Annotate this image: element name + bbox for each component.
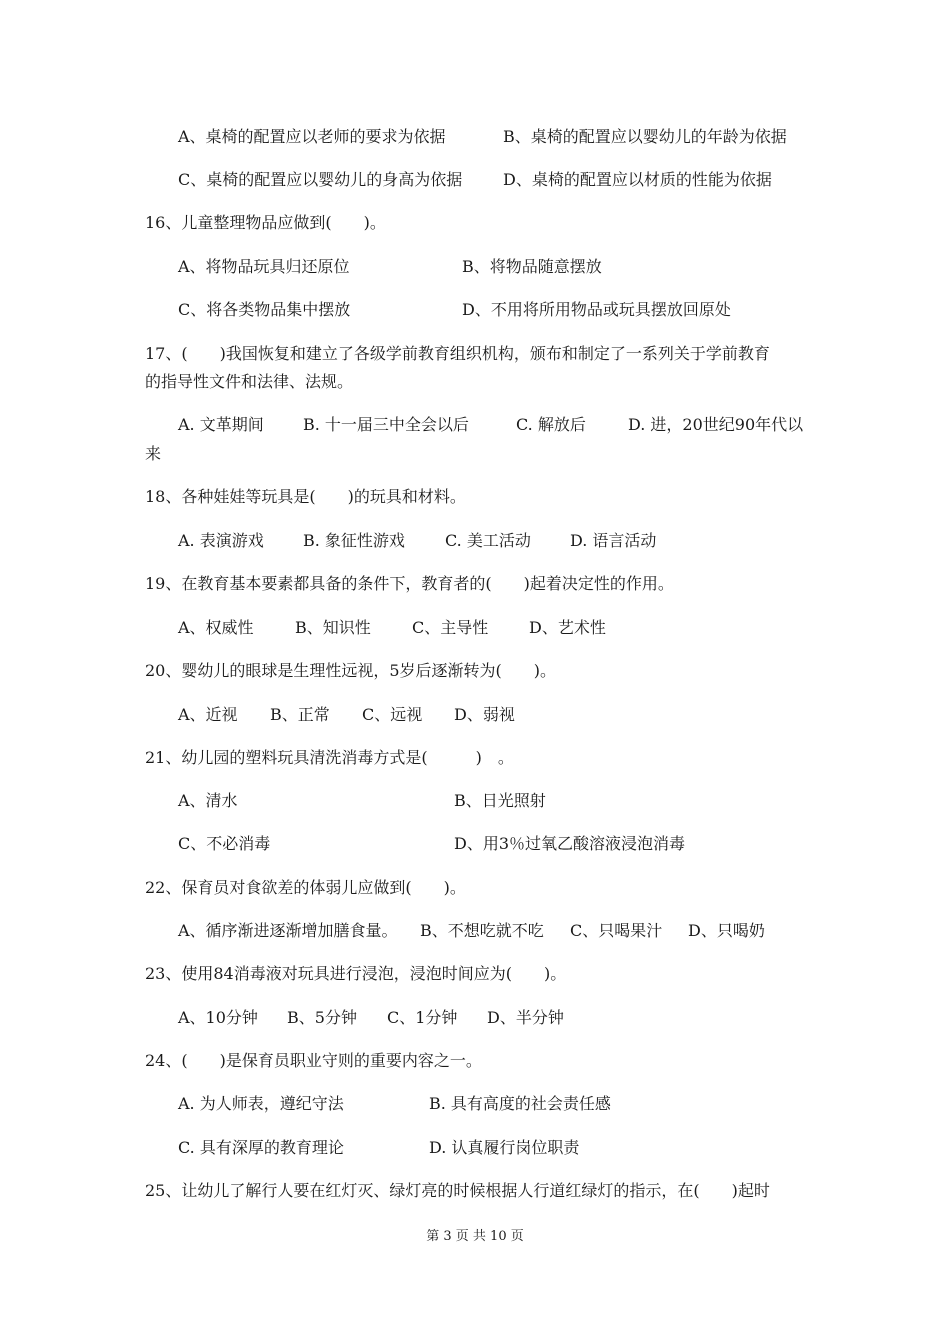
q22-option-c: C、只喝果汁	[570, 921, 663, 940]
q25-stem: 25、让幼儿了解行人要在红灯灭、绿灯亮的时候根据人行道红绿灯的指示，在( )起时	[145, 1181, 770, 1200]
q18-stem: 18、各种娃娃等玩具是( )的玩具和材料。	[145, 487, 466, 506]
q21-option-a: A、清水	[178, 791, 238, 810]
q17-option-d: D. 进，20世纪90年代以	[628, 415, 804, 434]
q20-option-a: A、近视	[178, 705, 238, 724]
q15-option-d: D、桌椅的配置应以材质的性能为依据	[503, 170, 772, 189]
q24-stem: 24、( )是保育员职业守则的重要内容之一。	[145, 1051, 482, 1070]
q15-option-c: C、桌椅的配置应以婴幼儿的身高为依据	[178, 170, 463, 189]
q17-option-b: B. 十一届三中全会以后	[303, 415, 469, 434]
q19-option-b: B、知识性	[295, 618, 371, 637]
q18-option-c: C. 美工活动	[445, 531, 531, 550]
q20-stem: 20、婴幼儿的眼球是生理性远视，5岁后逐渐转为( )。	[145, 661, 557, 680]
q24-option-b: B. 具有高度的社会责任感	[429, 1094, 611, 1113]
q17-option-c: C. 解放后	[516, 415, 586, 434]
q23-option-a: A、10分钟	[178, 1008, 258, 1027]
q18-option-b: B. 象征性游戏	[303, 531, 405, 550]
q24-option-d: D. 认真履行岗位职责	[429, 1138, 580, 1157]
q22-stem: 22、保育员对食欲差的体弱儿应做到( )。	[145, 878, 466, 897]
q24-option-a: A. 为人师表，遵纪守法	[178, 1094, 344, 1113]
q19-option-c: C、主导性	[412, 618, 489, 637]
q21-option-c: C、不必消毒	[178, 834, 271, 853]
q20-option-b: B、正常	[270, 705, 330, 724]
q20-option-c: C、远视	[362, 705, 423, 724]
q20-option-d: D、弱视	[454, 705, 515, 724]
q16-stem: 16、儿童整理物品应做到( )。	[145, 213, 386, 232]
q22-option-a: A、循序渐进逐渐增加膳食量。	[178, 921, 398, 940]
q21-option-d: D、用3％过氧乙酸溶液浸泡消毒	[454, 834, 686, 853]
q16-option-a: A、将物品玩具归还原位	[178, 257, 350, 276]
q17-stem-line1: 17、( )我国恢复和建立了各级学前教育组织机构，颁布和制定了一系列关于学前教育	[145, 344, 770, 363]
q16-option-b: B、将物品随意摆放	[462, 257, 602, 276]
q22-option-d: D、只喝奶	[688, 921, 765, 940]
q23-option-d: D、半分钟	[487, 1008, 564, 1027]
q24-option-c: C. 具有深厚的教育理论	[178, 1138, 344, 1157]
q19-stem: 19、在教育基本要素都具备的条件下，教育者的( )起着决定性的作用。	[145, 574, 674, 593]
q23-stem: 23、使用84消毒液对玩具进行浸泡，浸泡时间应为( )。	[145, 964, 567, 983]
q21-stem: 21、幼儿园的塑料玩具清洗消毒方式是( ) 。	[145, 748, 514, 767]
q15-option-b: B、桌椅的配置应以婴幼儿的年龄为依据	[503, 127, 787, 146]
q18-option-a: A. 表演游戏	[178, 531, 264, 550]
q23-option-c: C、1分钟	[387, 1008, 458, 1027]
q17-option-d-wrap: 来	[145, 444, 162, 463]
q19-option-a: A、权威性	[178, 618, 254, 637]
q19-option-d: D、艺术性	[529, 618, 606, 637]
q18-option-d: D. 语言活动	[570, 531, 657, 550]
page-number-footer: 第 3 页 共 10 页	[426, 1229, 524, 1244]
q15-option-a: A、桌椅的配置应以老师的要求为依据	[178, 127, 446, 146]
q23-option-b: B、5分钟	[287, 1008, 357, 1027]
q16-option-c: C、将各类物品集中摆放	[178, 300, 351, 319]
q22-option-b: B、不想吃就不吃	[420, 921, 544, 940]
q16-option-d: D、不用将所用物品或玩具摆放回原处	[462, 300, 731, 319]
q21-option-b: B、日光照射	[454, 791, 546, 810]
q17-stem-line2: 的指导性文件和法律、法规。	[145, 372, 354, 391]
q17-option-a: A. 文革期间	[178, 415, 264, 434]
